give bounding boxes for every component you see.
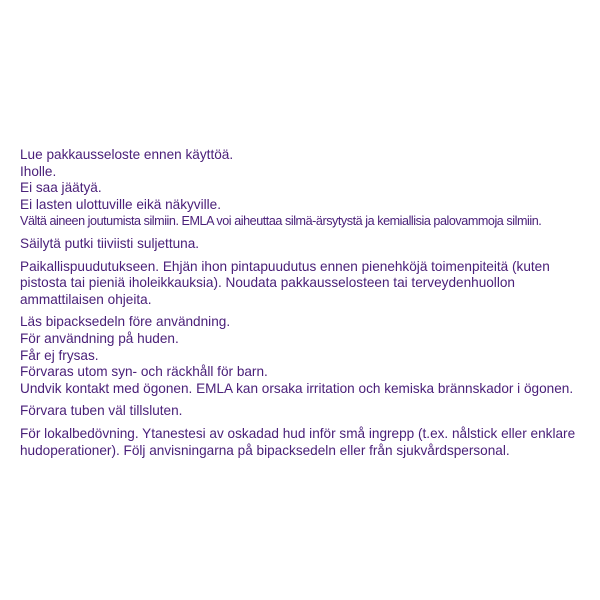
sv-warning-do-not-freeze: Får ej frysas. xyxy=(20,347,99,363)
fi-warning-avoid-eyes: Vältä aineen joutumista silmiin. EMLA voi aiheuttaa silmä-ärsytystä ja kemiallisia palovammoja silmiin. xyxy=(20,214,542,229)
fi-usage-paragraph xyxy=(20,259,588,309)
sv-warning-keep-from-children: Förvaras utom syn- och räckhåll för barn. xyxy=(20,364,268,380)
sv-warning-avoid-eyes: Undvik kontakt med ögonen. EMLA kan orsaka irritation och kemiska brännskador i ögonen. xyxy=(20,380,574,396)
fi-warning-read-leaflet: Lue pakkausseloste ennen käyttöä. xyxy=(20,147,234,162)
fi-warnings-paragraph xyxy=(20,147,588,230)
sv-storage-paragraph: Förvara tuben väl tillsluten. xyxy=(20,403,183,419)
sv-usage-paragraph xyxy=(20,426,588,459)
sv-usage-text: För lokalbedövning. Ytanestesi av oskadad hud inför små ingrepp (t.ex. nålstick eller enklare hudoperationer). Följ anvisningarna på bipacksedeln eller från sjukvårdspersonal. xyxy=(20,425,576,458)
label-text-block xyxy=(20,147,588,459)
sv-warnings-paragraph xyxy=(20,314,588,397)
fi-usage-text: Paikallispuudutukseen. Ehjän ihon pintapuudutus ennen pienehköjä toimenpiteitä (kuten pistosta tai pieniä iholeikkauksia). Noudata pakkausselosteen tai terveydenhuollon ammattilaisen ohjeita. xyxy=(20,258,550,307)
sv-warning-cutaneous: För användning på huden. xyxy=(20,330,179,346)
fi-warning-keep-from-children: Ei lasten ulottuville eikä näkyville. xyxy=(20,196,221,212)
fi-storage-paragraph: Säilytä putki tiiviisti suljettuna. xyxy=(20,235,200,251)
sv-warning-read-leaflet: Läs bipacksedeln före användning. xyxy=(20,314,231,330)
fi-warning-cutaneous: Iholle. xyxy=(20,163,57,179)
fi-warning-do-not-freeze: Ei saa jäätyä. xyxy=(20,180,102,196)
